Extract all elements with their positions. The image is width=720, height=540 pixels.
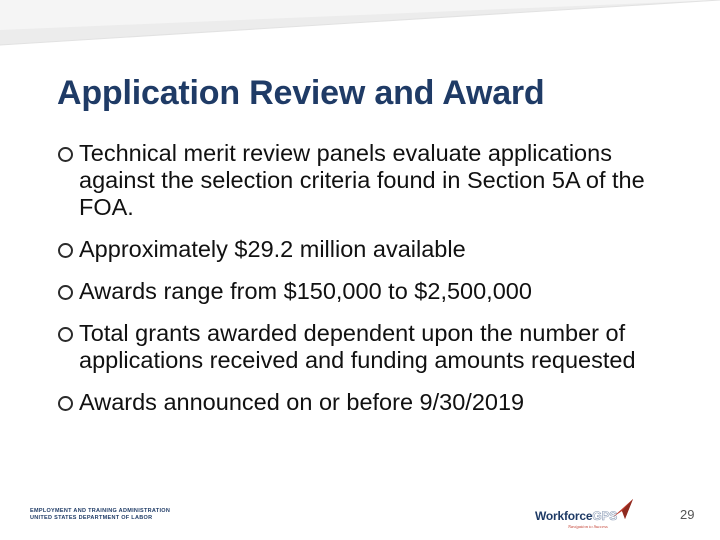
bullet-text: Awards range from $150,000 to $2,500,000 bbox=[79, 278, 532, 304]
bullet-item-funding-available bbox=[57, 236, 667, 263]
hollow-circle-bullet-icon bbox=[58, 243, 73, 258]
corner-decoration bbox=[0, 0, 720, 80]
bullet-list bbox=[57, 140, 667, 431]
page-number: 29 bbox=[680, 507, 695, 522]
agency-name: EMPLOYMENT AND TRAINING ADMINISTRATION bbox=[30, 508, 171, 514]
red-arrow-icon bbox=[611, 497, 635, 521]
hollow-circle-bullet-icon bbox=[58, 285, 73, 300]
bullet-text: Total grants awarded dependent upon the number of applications received and funding amounts requested bbox=[79, 320, 636, 373]
bullet-item-total-grants bbox=[57, 320, 667, 374]
hollow-circle-bullet-icon bbox=[58, 147, 73, 162]
dol-eta-logo bbox=[30, 508, 170, 522]
logo-tagline: Navigation to Success bbox=[568, 524, 608, 529]
bullet-text: Approximately $29.2 million available bbox=[79, 236, 466, 262]
bullet-item-review-panels bbox=[57, 140, 667, 221]
logo-wordmark: WorkforceGPS bbox=[535, 509, 618, 523]
bullet-item-announcement-date bbox=[57, 389, 667, 416]
hollow-circle-bullet-icon bbox=[58, 396, 73, 411]
bullet-text: Technical merit review panels evaluate applications against the selection criteria found in Section 5A of the FOA. bbox=[79, 140, 645, 220]
bullet-item-award-range bbox=[57, 278, 667, 305]
slide-title: Application Review and Award bbox=[57, 74, 545, 112]
workforcegps-logo bbox=[535, 497, 635, 531]
hollow-circle-bullet-icon bbox=[58, 327, 73, 342]
bullet-text: Awards announced on or before 9/30/2019 bbox=[79, 389, 525, 415]
department-name: UNITED STATES DEPARTMENT OF LABOR bbox=[30, 515, 153, 521]
